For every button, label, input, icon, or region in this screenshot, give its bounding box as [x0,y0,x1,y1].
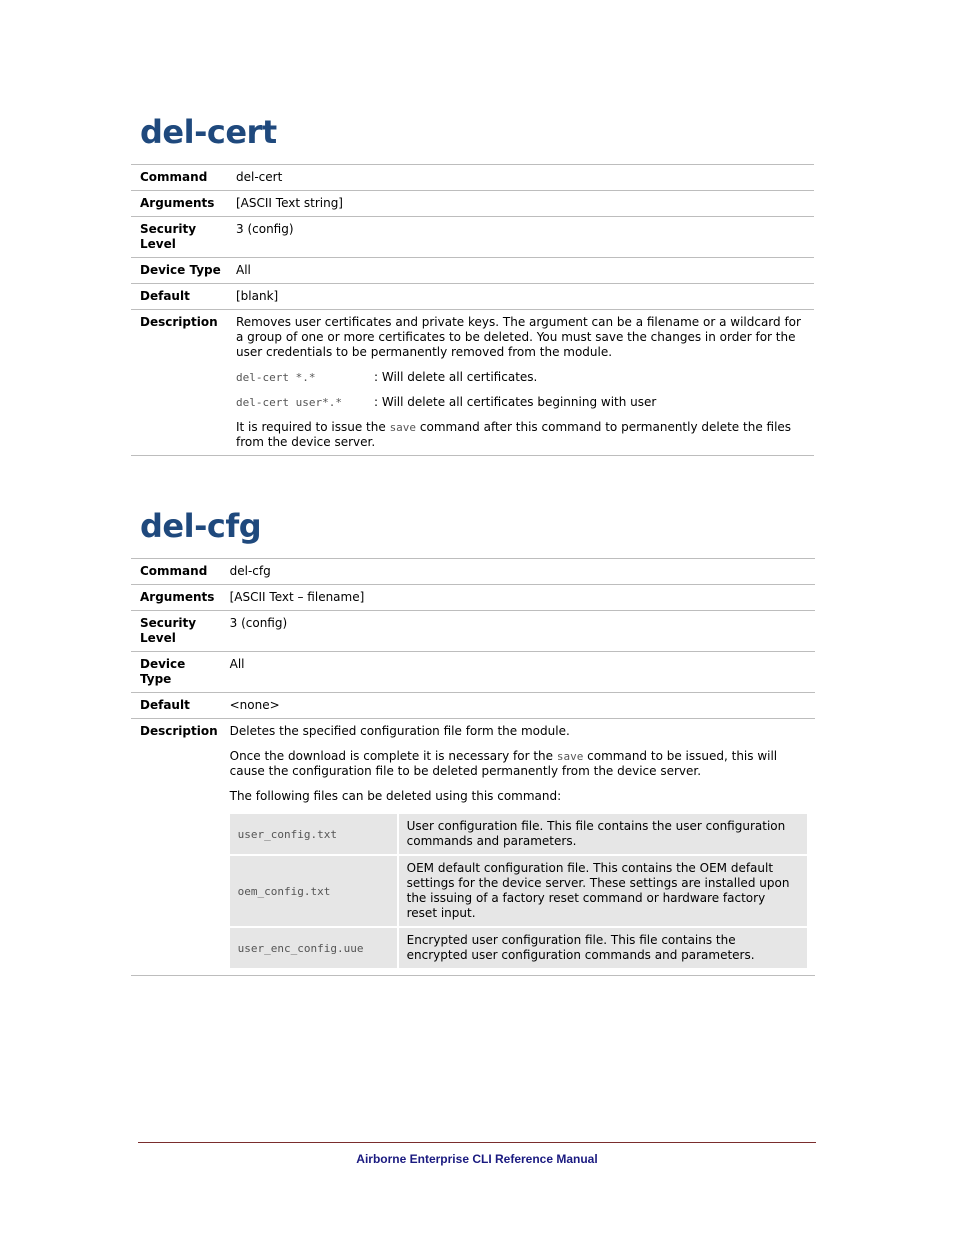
file-description: User configuration file. This file contains the user configuration commands and parameters. [399,814,807,854]
row-label-default: Default [131,693,222,719]
file-row [230,928,807,968]
security-level-value: 3 (config) [222,611,815,652]
row-label-command: Command [131,165,228,191]
table-row [131,693,815,719]
file-row [230,856,807,926]
example-text: : Will delete all certificates beginning with user [374,395,657,409]
file-row [230,814,807,854]
table-row [131,611,815,652]
example-code: del-cert *.* [236,371,316,384]
description-cell [228,310,814,456]
example-text: : Will delete all certificates. [374,370,538,384]
section-del-cert [131,108,814,456]
table-row [131,165,814,191]
file-name: oem_config.txt [230,856,397,926]
example-row [236,370,808,385]
table-row [131,652,815,693]
row-label-security-level: Security Level [131,611,222,652]
footer-divider [138,1142,816,1143]
device-type-value: All [228,258,814,284]
example-row [236,395,808,410]
note-code: save [556,750,584,763]
command-table [131,164,814,456]
description-note [230,749,809,779]
arguments-value: [ASCII Text – filename] [222,585,815,611]
row-label-device-type: Device Type [131,258,228,284]
row-label-default: Default [131,284,228,310]
file-name: user_enc_config.uue [230,928,397,968]
description-intro: Removes user certificates and private keys. The argument can be a filename or a wildcard for a group of one or more certificates to be deleted. You must save the changes in order for the user credentials to be permanently removed from the module. [236,315,801,359]
table-row [131,559,815,585]
section-title: del-cert [140,113,277,151]
row-label-device-type: Device Type [131,652,222,693]
files-table [228,812,809,970]
security-level-value: 3 (config) [228,217,814,258]
note-text-after: command after this command to permanently delete the files from the device server. [236,420,792,449]
command-value: del-cert [228,165,814,191]
file-name: user_config.txt [230,814,397,854]
table-row [131,719,815,976]
table-row [131,191,814,217]
description-note [236,420,808,450]
section-del-cfg [131,502,814,976]
row-label-description: Description [131,310,228,456]
description-intro: Deletes the specified configuration file form the module. [229,724,570,738]
row-label-arguments: Arguments [131,191,228,217]
row-label-arguments: Arguments [131,585,222,611]
file-description: OEM default configuration file. This contains the OEM default settings for the device server. These settings are installed upon the issuing of a factory reset command or hardware factory reset input. [399,856,807,926]
table-row [131,217,814,258]
row-label-security-level: Security Level [131,217,228,258]
default-value: [blank] [228,284,814,310]
command-table [131,558,815,976]
section-title: del-cfg [140,507,262,545]
table-row [131,310,814,456]
table-row [131,585,815,611]
table-row [131,284,814,310]
default-value: <none> [222,693,815,719]
footer-title: Airborne Enterprise CLI Reference Manual [356,1152,598,1166]
row-label-command: Command [131,559,222,585]
row-label-description: Description [131,719,222,976]
note-code: save [389,421,417,434]
file-description: Encrypted user configuration file. This file contains the encrypted user configuration commands and parameters. [399,928,807,968]
table-row [131,258,814,284]
example-code: del-cert user*.* [236,396,342,409]
arguments-value: [ASCII Text string] [228,191,814,217]
description-cell [222,719,815,976]
note-text-before: It is required to issue the [236,420,390,434]
command-value: del-cfg [222,559,815,585]
files-intro: The following files can be deleted using this command: [229,789,562,803]
note-text-after: command to be issued, this will cause the configuration file to be deleted permanently from the device server. [229,749,778,778]
note-text-before: Once the download is complete it is necessary for the [229,749,557,763]
device-type-value: All [222,652,815,693]
